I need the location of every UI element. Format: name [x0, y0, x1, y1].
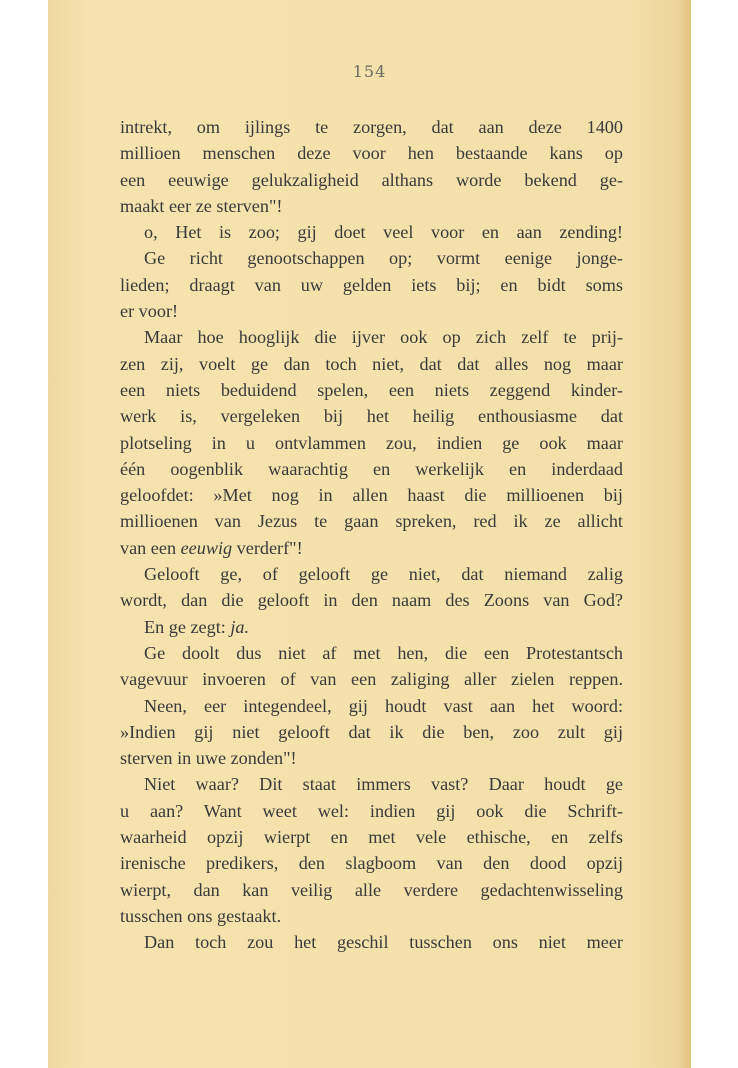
text-line: een niets beduidend spelen, een niets zeggend kinder-: [120, 379, 623, 400]
text-line: een eeuwige gelukzaligheid althans worde bekend ge-: [120, 169, 623, 190]
body-text: [120, 114, 623, 956]
page-number: 154: [352, 62, 387, 81]
text-line: irenische predikers, den slagboom van den dood opzij: [120, 853, 623, 874]
text-line: lieden; draagt van uw gelden iets bij; en bidt soms: [120, 274, 623, 295]
text-line: er voor!: [120, 301, 179, 322]
text-line: Ge doolt dus niet af met hen, die een Protestantsch: [144, 642, 623, 663]
text-line: Niet waar? Dit staat immers vast? Daar houdt ge: [144, 774, 623, 795]
text-line: werk is, vergeleken bij het heilig enthousiasme dat: [120, 406, 623, 427]
text-line: tusschen ons gestaakt.: [120, 905, 282, 926]
text-run: van een: [120, 537, 181, 558]
text-line: wierpt, dan kan veilig alle verdere gedachtenwisseling: [120, 879, 623, 900]
text-line: Dan toch zou het geschil tusschen ons niet meer: [144, 932, 623, 953]
text-line: één oogenblik waarachtig en werkelijk en inderdaad: [120, 458, 623, 479]
text-line: waarheid opzij wierpt en met vele ethische, en zelfs: [120, 827, 623, 848]
text-line: Maar hoe hooglijk die ijver ook op zich zelf te prij-: [144, 327, 623, 348]
text-line: intrekt, om ijlings te zorgen, dat aan deze 1400: [120, 117, 623, 137]
text-line: Neen, eer integendeel, gij houdt vast aan het woord:: [144, 695, 623, 716]
book-page: [48, 0, 691, 1068]
text-line: maakt eer ze sterven"!: [120, 195, 283, 216]
text-run: verderf"!: [232, 537, 303, 558]
text-line: Gelooft ge, of gelooft ge niet, dat niemand zalig: [144, 564, 623, 585]
text-line: »Indien gij niet gelooft dat ik die ben, zoo zult gij: [120, 721, 623, 742]
text-line: sterven in uwe zonden"!: [120, 748, 297, 769]
text-line: [120, 614, 623, 640]
text-line: [120, 535, 623, 561]
text-line: plotseling in u ontvlammen zou, indien ge ook maar: [120, 432, 623, 453]
text-line: wordt, dan die gelooft in den naam des Zoons van God?: [120, 590, 623, 611]
text-line: u aan? Want weet wel: indien gij ook die Schrift-: [120, 800, 623, 821]
text-line: millioenen van Jezus te gaan spreken, red ik ze allicht: [120, 511, 623, 532]
italic-word: eeuwig: [180, 537, 233, 558]
text-run: En ge zegt:: [144, 616, 231, 637]
text-line: Ge richt genootschappen op; vormt eenige jonge-: [144, 248, 623, 269]
italic-word: ja.: [230, 616, 250, 637]
text-line: geloofdet: »Met nog in allen haast die millioenen bij: [120, 485, 623, 506]
text-line: millioen menschen deze voor hen bestaande kans op: [120, 143, 623, 164]
text-line: zen zij, voelt ge dan toch niet, dat dat alles nog maar: [120, 353, 623, 374]
text-line: o, Het is zoo; gij doet veel voor en aan zending!: [144, 222, 623, 243]
text-line: vagevuur invoeren of van een zaliging aller zielen reppen.: [120, 669, 623, 690]
